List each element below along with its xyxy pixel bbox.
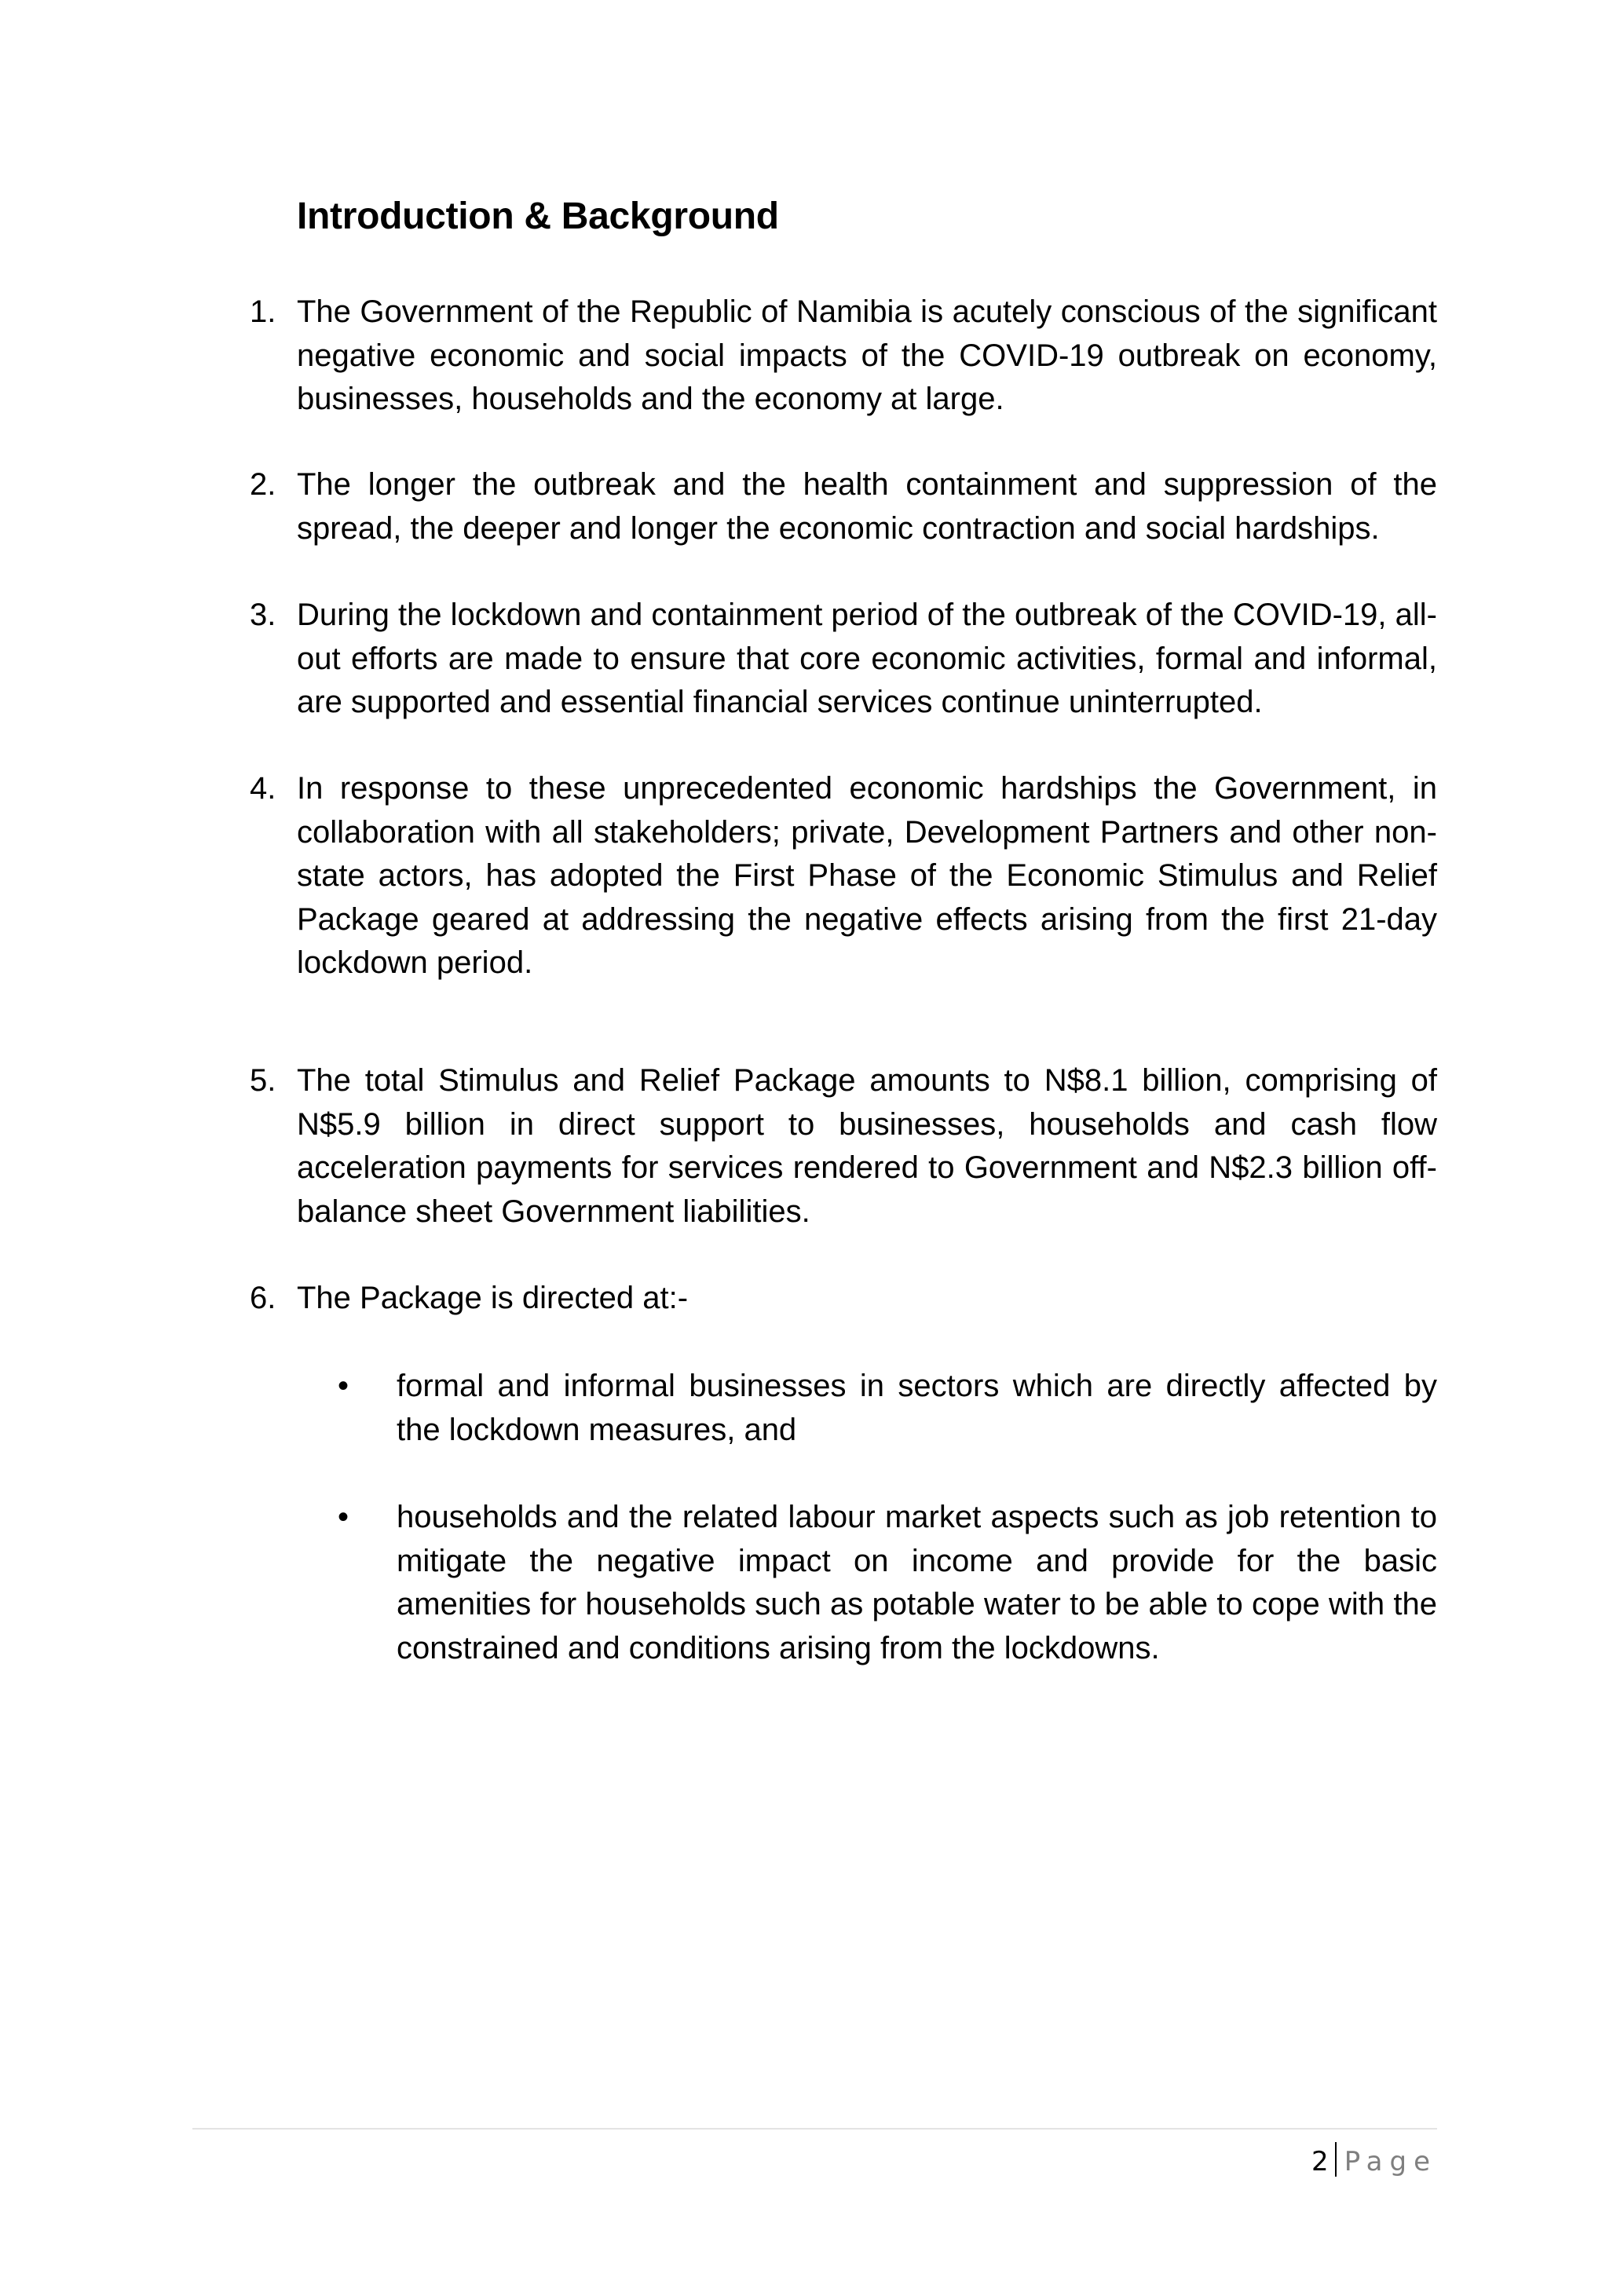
section-heading: Introduction & Background xyxy=(297,196,779,237)
footer-divider xyxy=(192,2128,1437,2130)
page-number: 2 xyxy=(1311,2146,1329,2177)
bullet-item-1 xyxy=(338,1365,1437,1452)
item-number: 3. xyxy=(250,598,276,632)
numbered-item-4 xyxy=(250,767,1437,985)
page-footer xyxy=(1311,2142,1437,2177)
item-number: 1. xyxy=(250,294,276,329)
item-text: In response to these unprecedented economic hardships the Government, in collaboration with all stakeholders; private, Development Partners and other non-state actors, has adopted the First Phase of the Economic Stimulus and Relief Package geared at addressing the negative effects arising from the first 21-day lockdown period. xyxy=(297,771,1437,980)
item-number: 4. xyxy=(250,771,276,806)
item-number: 6. xyxy=(250,1281,276,1315)
bullet-text: households and the related labour market aspects such as job retention to mitigate the negative impact on income and provide for the basic amenities for households such as potable water to be able to cope with the constrained and conditions arising from the lockdowns. xyxy=(397,1500,1437,1665)
bullet-text: formal and informal businesses in sectors which are directly affected by the lockdown measures, and xyxy=(397,1369,1437,1447)
numbered-item-1 xyxy=(250,291,1437,422)
item-text: The Package is directed at:- xyxy=(297,1281,689,1315)
page-label: Page xyxy=(1344,2146,1437,2177)
item-number: 5. xyxy=(250,1063,276,1098)
item-text: During the lockdown and containment period of the outbreak of the COVID-19, all-out efforts are made to ensure that core economic activities, formal and informal, are supported and essential financial services continue uninterrupted. xyxy=(297,598,1437,719)
bullet-icon: • xyxy=(338,1500,349,1534)
item-text: The total Stimulus and Relief Package amounts to N$8.1 billion, comprising of N$5.9 billion in direct support to businesses, households and cash flow acceleration payments for services rendered to Government and N$2.3 billion off-balance sheet Government liabilities. xyxy=(297,1063,1437,1229)
item-text: The longer the outbreak and the health containment and suppression of the spread, the deeper and longer the economic contraction and social hardships. xyxy=(297,467,1437,546)
item-text: The Government of the Republic of Namibia is acutely conscious of the significant negative economic and social impacts of the COVID-19 outbreak on economy, businesses, households and the economy at large. xyxy=(297,294,1437,416)
bullet-icon: • xyxy=(338,1369,349,1403)
footer-separator xyxy=(1335,2142,1337,2177)
bullet-item-2 xyxy=(338,1496,1437,1670)
numbered-item-2 xyxy=(250,463,1437,550)
numbered-item-6 xyxy=(250,1277,1437,1321)
numbered-item-5 xyxy=(250,1059,1437,1234)
numbered-item-3 xyxy=(250,594,1437,725)
item-number: 2. xyxy=(250,467,276,502)
